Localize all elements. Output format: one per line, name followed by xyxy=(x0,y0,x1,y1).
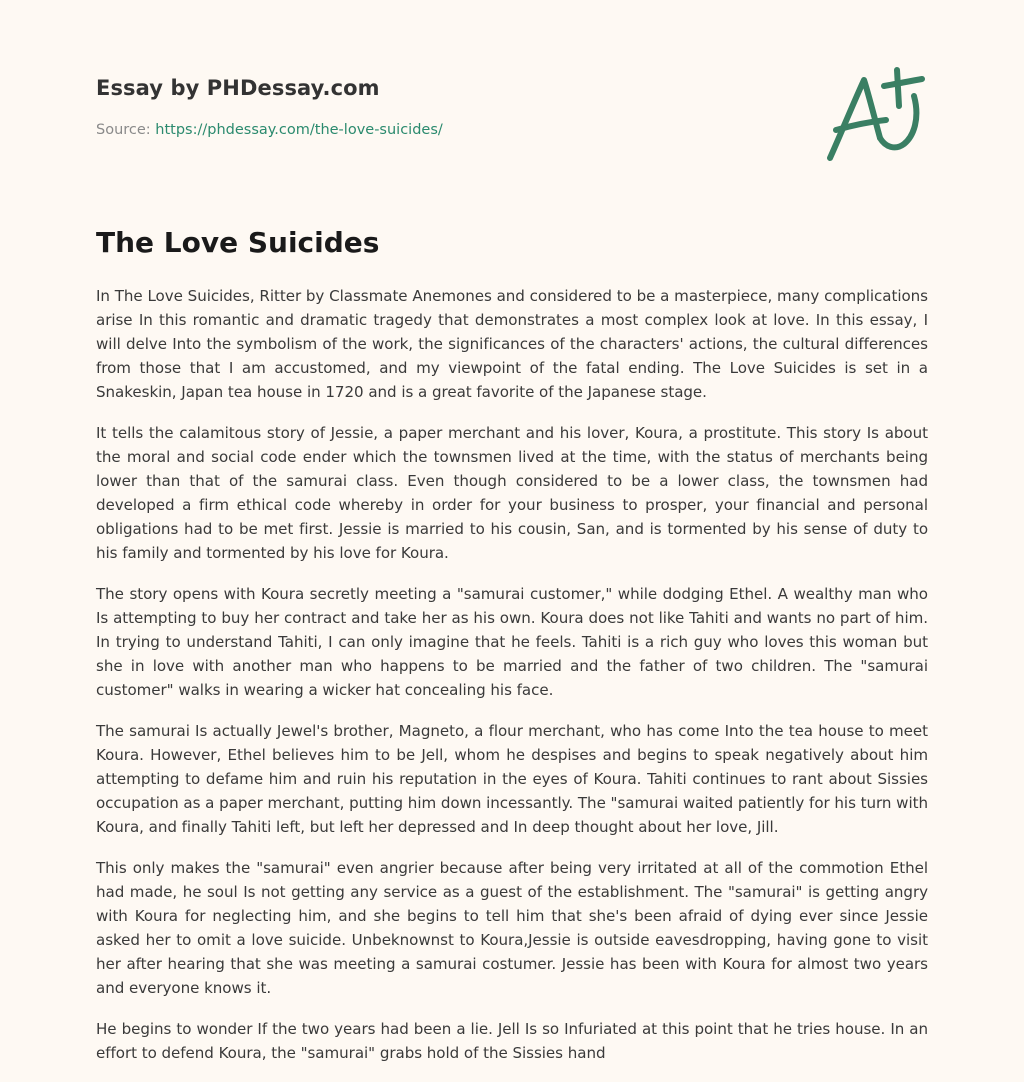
essay-paragraph: In The Love Suicides, Ritter by Classmate Anemones and considered to be a masterpiece, many complications arise In this romantic and dramatic tragedy that demonstrates a most complex look at love. In this essay, I will delve Into the symbolism of the work, the significances of the characters' actions, the cultural differences from those that I am accustomed, and my viewpoint of the fatal ending. The Love Suicides is set in a Snakeskin, Japan tea house in 1720 and is a great favorite of the Japanese stage. xyxy=(96,287,928,401)
essay-paragraph: The story opens with Koura secretly meeting a "samurai customer," while dodging Ethel. A wealthy man who Is attempting to buy her contract and take her as his own. Koura does not like Tahiti and wants no part of him. In trying to understand Tahiti, I can only imagine that he feels. Tahiti is a rich guy who loves this woman but she in love with another man who happens to be married and the father of two children. The "samurai customer" walks in wearing a wicker hat concealing his face. xyxy=(96,585,928,699)
essay-paragraph: This only makes the "samurai" even angrier because after being very irritated at all of the commotion Ethel had made, he soul Is not getting any service as a guest of the establishment. The "samurai" is getting angry with Koura for neglecting him, and she begins to tell him that she's been afraid of dying ever since Jessie asked her to omit a love suicide. Unbeknownst to Koura,Jessie is outside eavesdropping, having gone to visit her after hearing that she was meeting a samurai costumer. Jessie has been with Koura for almost two years and everyone knows it. xyxy=(96,859,928,997)
plus-vertical xyxy=(897,70,899,106)
document-title: The Love Suicides xyxy=(96,226,380,259)
site-title: Essay by PHDessay.com xyxy=(96,76,380,100)
page-header xyxy=(96,76,928,138)
source-line xyxy=(96,122,928,138)
source-label: Source: xyxy=(96,122,156,138)
a-plus-grade-icon xyxy=(822,66,930,166)
source-link[interactable]: https://phdessay.com/the-love-suicides/ xyxy=(155,122,443,138)
essay-paragraph: It tells the calamitous story of Jessie, a paper merchant and his lover, Koura, a prostitute. This story Is about the moral and social code ender which the townsmen lived at the time, with the status of merchants being lower than that of the samurai class. Even though considered to be a lower class, the townsmen had developed a firm ethical code whereby in order for your business to prosper, your financial and personal obligations had to be met first. Jessie is married to his cousin, San, and is tormented by his sense of duty to his family and tormented by his love for Koura. xyxy=(96,424,928,562)
plus-horizontal xyxy=(884,79,922,86)
essay-body xyxy=(96,284,928,1082)
essay-paragraph: He begins to wonder If the two years had been a lie. Jell Is so Infuriated at this point that he tries house. In an effort to defend Koura, the "samurai" grabs hold of the Sissies hand xyxy=(96,1020,928,1062)
essay-paragraph: The samurai Is actually Jewel's brother, Magneto, a flour merchant, who has come Into the tea house to meet Koura. However, Ethel believes him to be Jell, whom he despises and begins to speak negatively about him attempting to defame him and ruin his reputation in the eyes of Koura. Tahiti continues to rant about Sissies occupation as a paper merchant, putting him down incessantly. The "samurai waited patiently for his turn with Koura, and finally Tahiti left, but left her depressed and In deep thought about her love, Jill. xyxy=(96,722,928,836)
a-plus-logo-graphic xyxy=(822,66,930,166)
